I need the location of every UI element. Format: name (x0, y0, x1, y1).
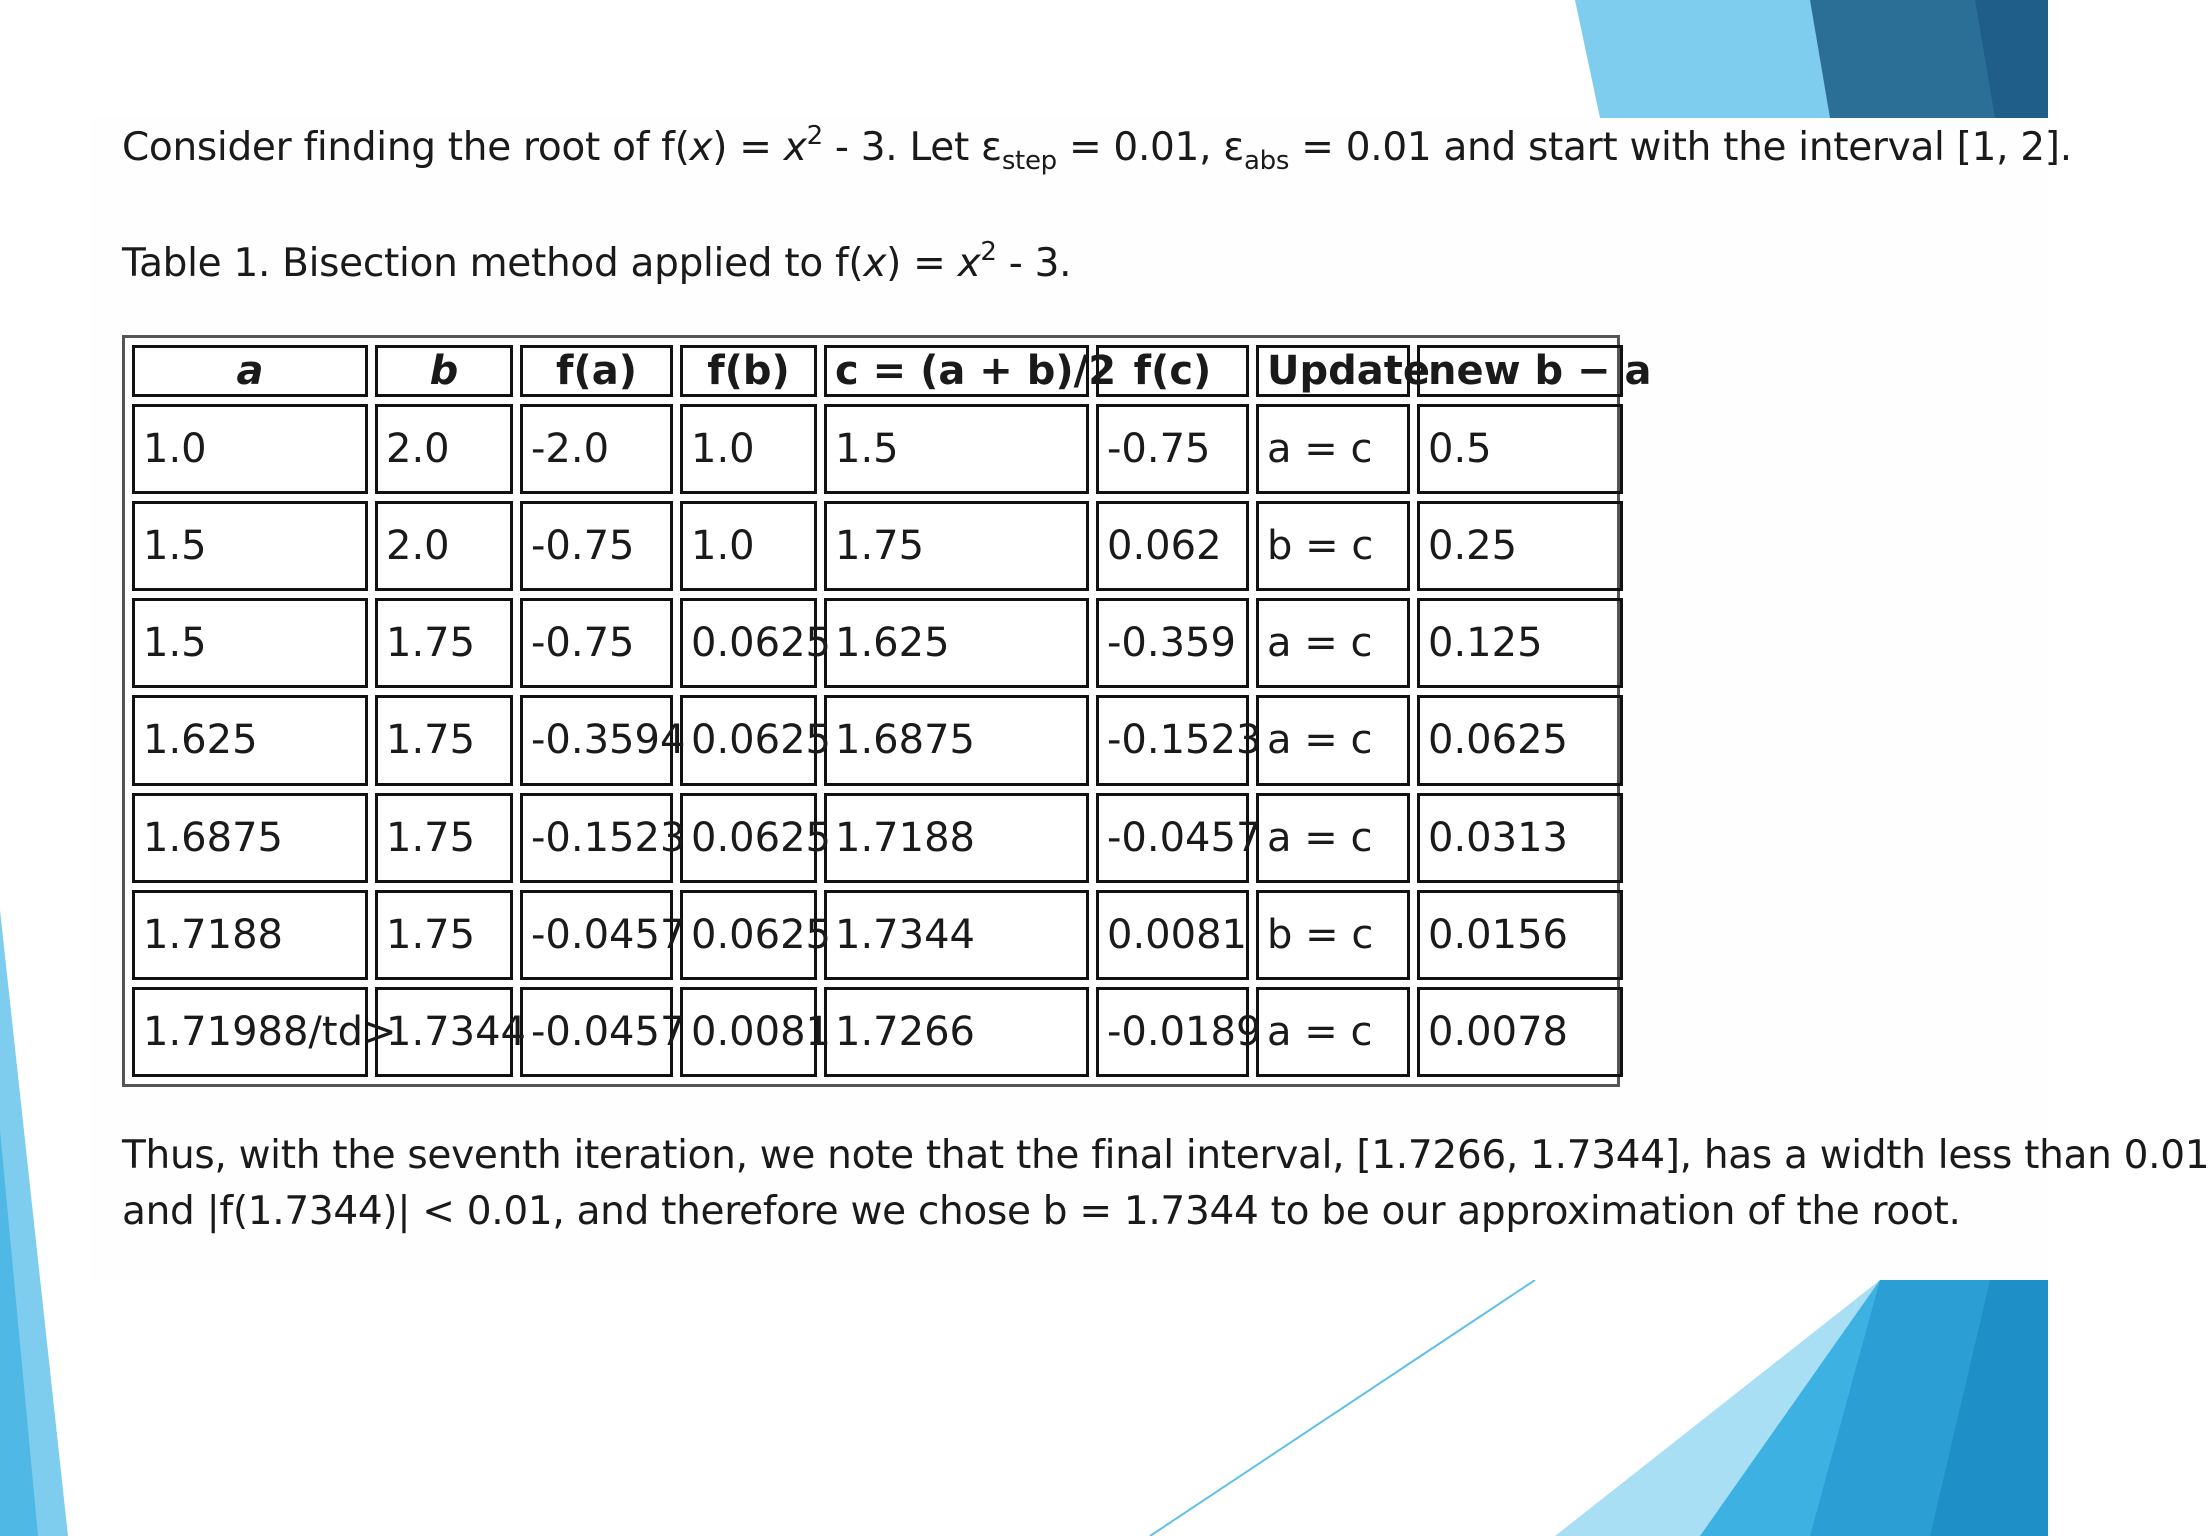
intro-subscript: abs (1244, 146, 1290, 176)
header-a (132, 345, 368, 397)
thin-diagonal-line (1150, 1280, 1535, 1536)
cell-c: 1.6875 (824, 695, 1089, 785)
cell-a: 1.5 (132, 501, 368, 591)
table-row (132, 987, 1623, 1077)
table-caption (122, 236, 1071, 292)
cell-c: 1.7344 (824, 890, 1089, 980)
cell-c: 1.5 (824, 404, 1089, 494)
cell-b: 1.75 (375, 890, 513, 980)
bisection-table (125, 338, 1652, 1084)
cell-b: 1.75 (375, 695, 513, 785)
cell-new-width: 0.25 (1417, 501, 1623, 591)
cell-update: a = c (1256, 793, 1410, 883)
intro-var: x (783, 125, 807, 170)
cell-fb: 1.0 (680, 404, 817, 494)
cell-new-width: 0.5 (1417, 404, 1623, 494)
header-c: c = (a + b)/2 (824, 345, 1089, 397)
cell-fa: -0.75 (520, 501, 673, 591)
cell-fa: -0.0457 (520, 890, 673, 980)
cell-update: b = c (1256, 890, 1410, 980)
intro-seg: Consider finding the root of f( (122, 125, 690, 170)
cell-fc: 0.0081 (1096, 890, 1249, 980)
intro-subscript: step (1001, 146, 1057, 176)
cell-c: 1.7266 (824, 987, 1089, 1077)
intro-seg: - 3. Let ε (822, 125, 1002, 170)
header-new-width: new b − a (1417, 345, 1623, 397)
cell-c: 1.7188 (824, 793, 1089, 883)
cell-fb: 0.0625 (680, 793, 817, 883)
cell-fc: -0.1523 (1096, 695, 1249, 785)
cell-new-width: 0.0078 (1417, 987, 1623, 1077)
intro-seg: = 0.01, ε (1056, 125, 1245, 170)
cell-update: a = c (1256, 404, 1410, 494)
conclusion-text (122, 1128, 2209, 1240)
cell-fa: -0.0457 (520, 987, 673, 1077)
cell-fc: -0.359 (1096, 598, 1249, 688)
bisection-table-frame (122, 335, 1652, 1087)
top-right-light-shape (1575, 0, 1830, 118)
cell-update: a = c (1256, 987, 1410, 1077)
cell-a: 1.71988/td> (132, 987, 368, 1077)
header-fa: f(a) (520, 345, 673, 397)
cell-a: 1.625 (132, 695, 368, 785)
header-fc: f(c) (1096, 345, 1249, 397)
intro-text (122, 120, 2072, 176)
table-row (132, 695, 1623, 785)
cell-fc: -0.75 (1096, 404, 1249, 494)
cell-b: 2.0 (375, 404, 513, 494)
cell-fa: -0.75 (520, 598, 673, 688)
cell-fa: -0.3594 (520, 695, 673, 785)
cell-fa: -0.1523 (520, 793, 673, 883)
header-fb: f(b) (680, 345, 817, 397)
cell-a: 1.0 (132, 404, 368, 494)
cell-new-width: 0.0156 (1417, 890, 1623, 980)
caption-seg: Table 1. Bisection method applied to f( (122, 241, 864, 286)
cell-a: 1.6875 (132, 793, 368, 883)
header-label: a (236, 348, 264, 394)
cell-update: a = c (1256, 695, 1410, 785)
cell-b: 2.0 (375, 501, 513, 591)
header-b (375, 345, 513, 397)
header-label: b (429, 348, 459, 394)
intro-seg: = 0.01 and start with the interval [1, 2]. (1289, 125, 2072, 170)
cell-new-width: 0.0313 (1417, 793, 1623, 883)
cell-b: 1.75 (375, 793, 513, 883)
table-row (132, 404, 1623, 494)
intro-var: x (689, 125, 713, 170)
cell-update: b = c (1256, 501, 1410, 591)
table-row (132, 890, 1623, 980)
cell-fc: -0.0457 (1096, 793, 1249, 883)
conclusion-line-1: Thus, with the seventh iteration, we note that the final interval, [1.7266, 1.7344], has a width less than 0.01 (122, 1133, 2209, 1178)
cell-b: 1.7344 (375, 987, 513, 1077)
table-header-row (132, 345, 1623, 397)
caption-seg: - 3. (996, 241, 1072, 286)
intro-exponent: 2 (806, 121, 823, 151)
caption-var: x (863, 241, 887, 286)
cell-c: 1.625 (824, 598, 1089, 688)
cell-fb: 0.0625 (680, 598, 817, 688)
cell-new-width: 0.125 (1417, 598, 1623, 688)
table-row (132, 598, 1623, 688)
cell-c: 1.75 (824, 501, 1089, 591)
cell-new-width: 0.0625 (1417, 695, 1623, 785)
cell-a: 1.7188 (132, 890, 368, 980)
cell-b: 1.75 (375, 598, 513, 688)
table-row (132, 793, 1623, 883)
cell-fc: 0.062 (1096, 501, 1249, 591)
cell-fb: 0.0081 (680, 987, 817, 1077)
cell-fb: 0.0625 (680, 695, 817, 785)
table-row (132, 501, 1623, 591)
cell-a: 1.5 (132, 598, 368, 688)
cell-fc: -0.0189 (1096, 987, 1249, 1077)
header-update: Update (1256, 345, 1410, 397)
caption-exponent: 2 (980, 237, 997, 267)
cell-fa: -2.0 (520, 404, 673, 494)
cell-fb: 0.0625 (680, 890, 817, 980)
conclusion-line-2: and |f(1.7344)| < 0.01, and therefore we chose b = 1.7344 to be our approximation of the root. (122, 1189, 1961, 1234)
intro-seg: ) = (712, 125, 784, 170)
caption-seg: ) = (886, 241, 958, 286)
cell-fb: 1.0 (680, 501, 817, 591)
cell-update: a = c (1256, 598, 1410, 688)
caption-var: x (957, 241, 981, 286)
